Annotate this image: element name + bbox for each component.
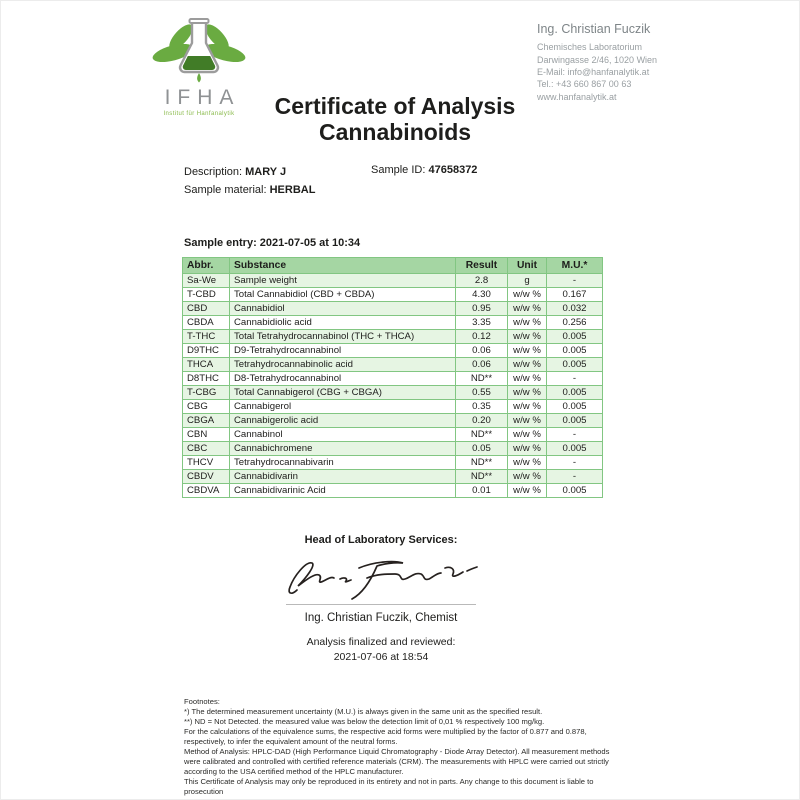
mu-cell: 0.005 <box>547 400 603 414</box>
material-value: HERBAL <box>269 183 316 196</box>
substance-cell: Total Cannabidiol (CBD + CBDA) <box>230 288 456 302</box>
table-row <box>183 274 603 288</box>
abbr-cell: CBDA <box>183 316 230 330</box>
abbr-cell: CBD <box>183 302 230 316</box>
sample-id-row <box>371 164 477 176</box>
result-cell: 0.55 <box>456 386 508 400</box>
table-row <box>183 316 603 330</box>
abbr-cell: T-THC <box>183 330 230 344</box>
substance-cell: Cannabigerol <box>230 400 456 414</box>
abbr-cell: D9THC <box>183 344 230 358</box>
table-row <box>183 414 603 428</box>
mu-cell: 0.005 <box>547 414 603 428</box>
unit-cell: w/w % <box>508 372 547 386</box>
footnotes-heading: Footnotes: <box>184 697 220 706</box>
mu-cell: - <box>547 470 603 484</box>
result-cell: ND** <box>456 372 508 386</box>
sample-id-value: 47658372 <box>428 164 478 176</box>
mu-cell: 0.032 <box>547 302 603 316</box>
mu-cell: 0.167 <box>547 288 603 302</box>
footnotes-lines <box>184 707 624 797</box>
result-cell: 0.01 <box>456 484 508 498</box>
unit-cell: w/w % <box>508 288 547 302</box>
substance-cell: Cannabinol <box>230 428 456 442</box>
material-row <box>184 182 315 200</box>
contact-line: www.hanfanalytik.at <box>537 91 617 102</box>
table-row <box>183 484 603 498</box>
column-header: Substance <box>230 258 456 274</box>
leaf-flask-icon <box>147 15 251 85</box>
mu-cell: 0.005 <box>547 344 603 358</box>
unit-cell: w/w % <box>508 484 547 498</box>
table-row <box>183 442 603 456</box>
table-row <box>183 344 603 358</box>
sample-info-block <box>184 164 315 199</box>
result-cell: 2.8 <box>456 274 508 288</box>
substance-cell: Cannabidiolic acid <box>230 316 456 330</box>
table-row <box>183 456 603 470</box>
result-cell: 0.05 <box>456 442 508 456</box>
table-row <box>183 358 603 372</box>
page-title <box>1 93 789 145</box>
description-row <box>184 164 315 182</box>
result-cell: 0.06 <box>456 358 508 372</box>
unit-cell: w/w % <box>508 330 547 344</box>
unit-cell: g <box>508 274 547 288</box>
table-row <box>183 428 603 442</box>
finalized-block <box>181 635 581 665</box>
abbr-cell: Sa-We <box>183 274 230 288</box>
result-cell: ND** <box>456 470 508 484</box>
footnote-line: For the calculations of the equivalence sums, the respective acid forms were multiplied by the factor of 0.877 and 0.878, respectively, to infer the equivalent amount of the neutral forms. <box>184 727 587 747</box>
mu-cell: 0.005 <box>547 386 603 400</box>
unit-cell: w/w % <box>508 442 547 456</box>
footnote-line: **) ND = Not Detected. the measured value was below the detection limit of 0,01 % respectively 100 mg/kg. <box>184 717 545 727</box>
mu-cell: - <box>547 372 603 386</box>
contact-line: Darwingasse 2/46, 1020 Wien <box>537 54 658 65</box>
mu-cell: - <box>547 428 603 442</box>
abbr-cell: CBDV <box>183 470 230 484</box>
abbr-cell: T-CBD <box>183 288 230 302</box>
substance-cell: Cannabidivarin <box>230 470 456 484</box>
substance-cell: D8-Tetrahydrocannabinol <box>230 372 456 386</box>
mu-cell: 0.005 <box>547 442 603 456</box>
footnotes-block <box>184 697 624 797</box>
result-cell: ND** <box>456 456 508 470</box>
handwritten-signature <box>181 554 581 604</box>
lab-contact-block <box>537 21 657 103</box>
abbr-cell: THCV <box>183 456 230 470</box>
table-row <box>183 288 603 302</box>
lab-contact-name: Ing. Christian Fuczik <box>537 22 651 36</box>
table-row <box>183 400 603 414</box>
abbr-cell: CBC <box>183 442 230 456</box>
substance-cell: Total Tetrahydrocannabinol (THC + THCA) <box>230 330 456 344</box>
description-value: MARY J <box>245 166 287 178</box>
results-table-body <box>183 274 603 498</box>
substance-cell: Cannabidiol <box>230 302 456 316</box>
footnote-line: This Certificate of Analysis may only be reproduced in its entirety and not in parts. Any change to this document is liable to prosecution <box>184 777 594 797</box>
finalized-value: 2021-07-06 at 18:54 <box>333 651 429 664</box>
result-cell: 0.20 <box>456 414 508 428</box>
substance-cell: Sample weight <box>230 274 456 288</box>
title-line2: Cannabinoids <box>318 119 472 146</box>
result-cell: 0.35 <box>456 400 508 414</box>
logo-wordmark: IFHA <box>164 86 241 109</box>
results-table <box>182 257 603 498</box>
unit-cell: w/w % <box>508 470 547 484</box>
signature-heading: Head of Laboratory Services: <box>304 534 458 546</box>
contact-line: Tel.: +43 660 867 00 63 <box>537 79 632 90</box>
substance-cell: Tetrahydrocannabinolic acid <box>230 358 456 372</box>
mu-cell: - <box>547 274 603 288</box>
result-cell: 4.30 <box>456 288 508 302</box>
result-cell: 3.35 <box>456 316 508 330</box>
substance-cell: Cannabigerolic acid <box>230 414 456 428</box>
signature-block <box>181 534 581 665</box>
result-cell: 0.95 <box>456 302 508 316</box>
result-cell: ND** <box>456 428 508 442</box>
unit-cell: w/w % <box>508 386 547 400</box>
unit-cell: w/w % <box>508 400 547 414</box>
sample-entry-line: Sample entry: 2021-07-05 at 10:34 <box>184 237 361 249</box>
table-row <box>183 386 603 400</box>
title-line1: Certificate of Analysis <box>274 93 516 119</box>
mu-cell: - <box>547 456 603 470</box>
abbr-cell: CBG <box>183 400 230 414</box>
substance-cell: D9-Tetrahydrocannabinol <box>230 344 456 358</box>
abbr-cell: CBGA <box>183 414 230 428</box>
finalized-label: Analysis finalized and reviewed: <box>306 636 456 648</box>
result-cell: 0.06 <box>456 344 508 358</box>
mu-cell: 0.005 <box>547 358 603 372</box>
signature-line <box>286 604 476 605</box>
column-header: Unit <box>508 258 547 274</box>
table-row <box>183 372 603 386</box>
column-header: Result <box>456 258 508 274</box>
abbr-cell: CBDVA <box>183 484 230 498</box>
mu-cell: 0.256 <box>547 316 603 330</box>
footnote-line: Method of Analysis: HPLC-DAD (High Performance Liquid Chromatography - Diode Array Detector). All measurement methods were calibrated and controlled with certified reference materials (CRM). The measurements with HPLC were carried out strictly according to the USA certified method of the HPLC manufacturer. <box>184 747 610 777</box>
footnote-line: *) The determined measurement uncertainty (M.U.) is always given in the same unit as the specified result. <box>184 707 543 717</box>
unit-cell: w/w % <box>508 456 547 470</box>
column-header: Abbr. <box>183 258 230 274</box>
sample-id-label: Sample ID: <box>371 164 426 176</box>
substance-cell: Total Cannabigerol (CBG + CBGA) <box>230 386 456 400</box>
substance-cell: Cannabichromene <box>230 442 456 456</box>
table-row <box>183 330 603 344</box>
contact-line: Chemisches Laboratorium <box>537 42 643 53</box>
column-header: M.U.* <box>547 258 603 274</box>
material-label: Sample material: <box>184 183 267 196</box>
unit-cell: w/w % <box>508 302 547 316</box>
abbr-cell: D8THC <box>183 372 230 386</box>
unit-cell: w/w % <box>508 344 547 358</box>
signer-name: Ing. Christian Fuczik, Chemist <box>304 612 458 624</box>
mu-cell: 0.005 <box>547 330 603 344</box>
unit-cell: w/w % <box>508 414 547 428</box>
contact-line: E-Mail: info@hanfanalytik.at <box>537 67 650 78</box>
mu-cell: 0.005 <box>547 484 603 498</box>
unit-cell: w/w % <box>508 316 547 330</box>
unit-cell: w/w % <box>508 358 547 372</box>
substance-cell: Cannabidivarinic Acid <box>230 484 456 498</box>
table-row <box>183 302 603 316</box>
logo-subtitle: Institut für Hanfanalytik <box>163 111 235 117</box>
results-table-head <box>183 258 603 274</box>
abbr-cell: CBN <box>183 428 230 442</box>
unit-cell: w/w % <box>508 428 547 442</box>
substance-cell: Tetrahydrocannabivarin <box>230 456 456 470</box>
abbr-cell: T-CBG <box>183 386 230 400</box>
result-cell: 0.12 <box>456 330 508 344</box>
table-header-row <box>183 258 603 274</box>
description-label: Description: <box>184 166 243 178</box>
abbr-cell: THCA <box>183 358 230 372</box>
table-row <box>183 470 603 484</box>
